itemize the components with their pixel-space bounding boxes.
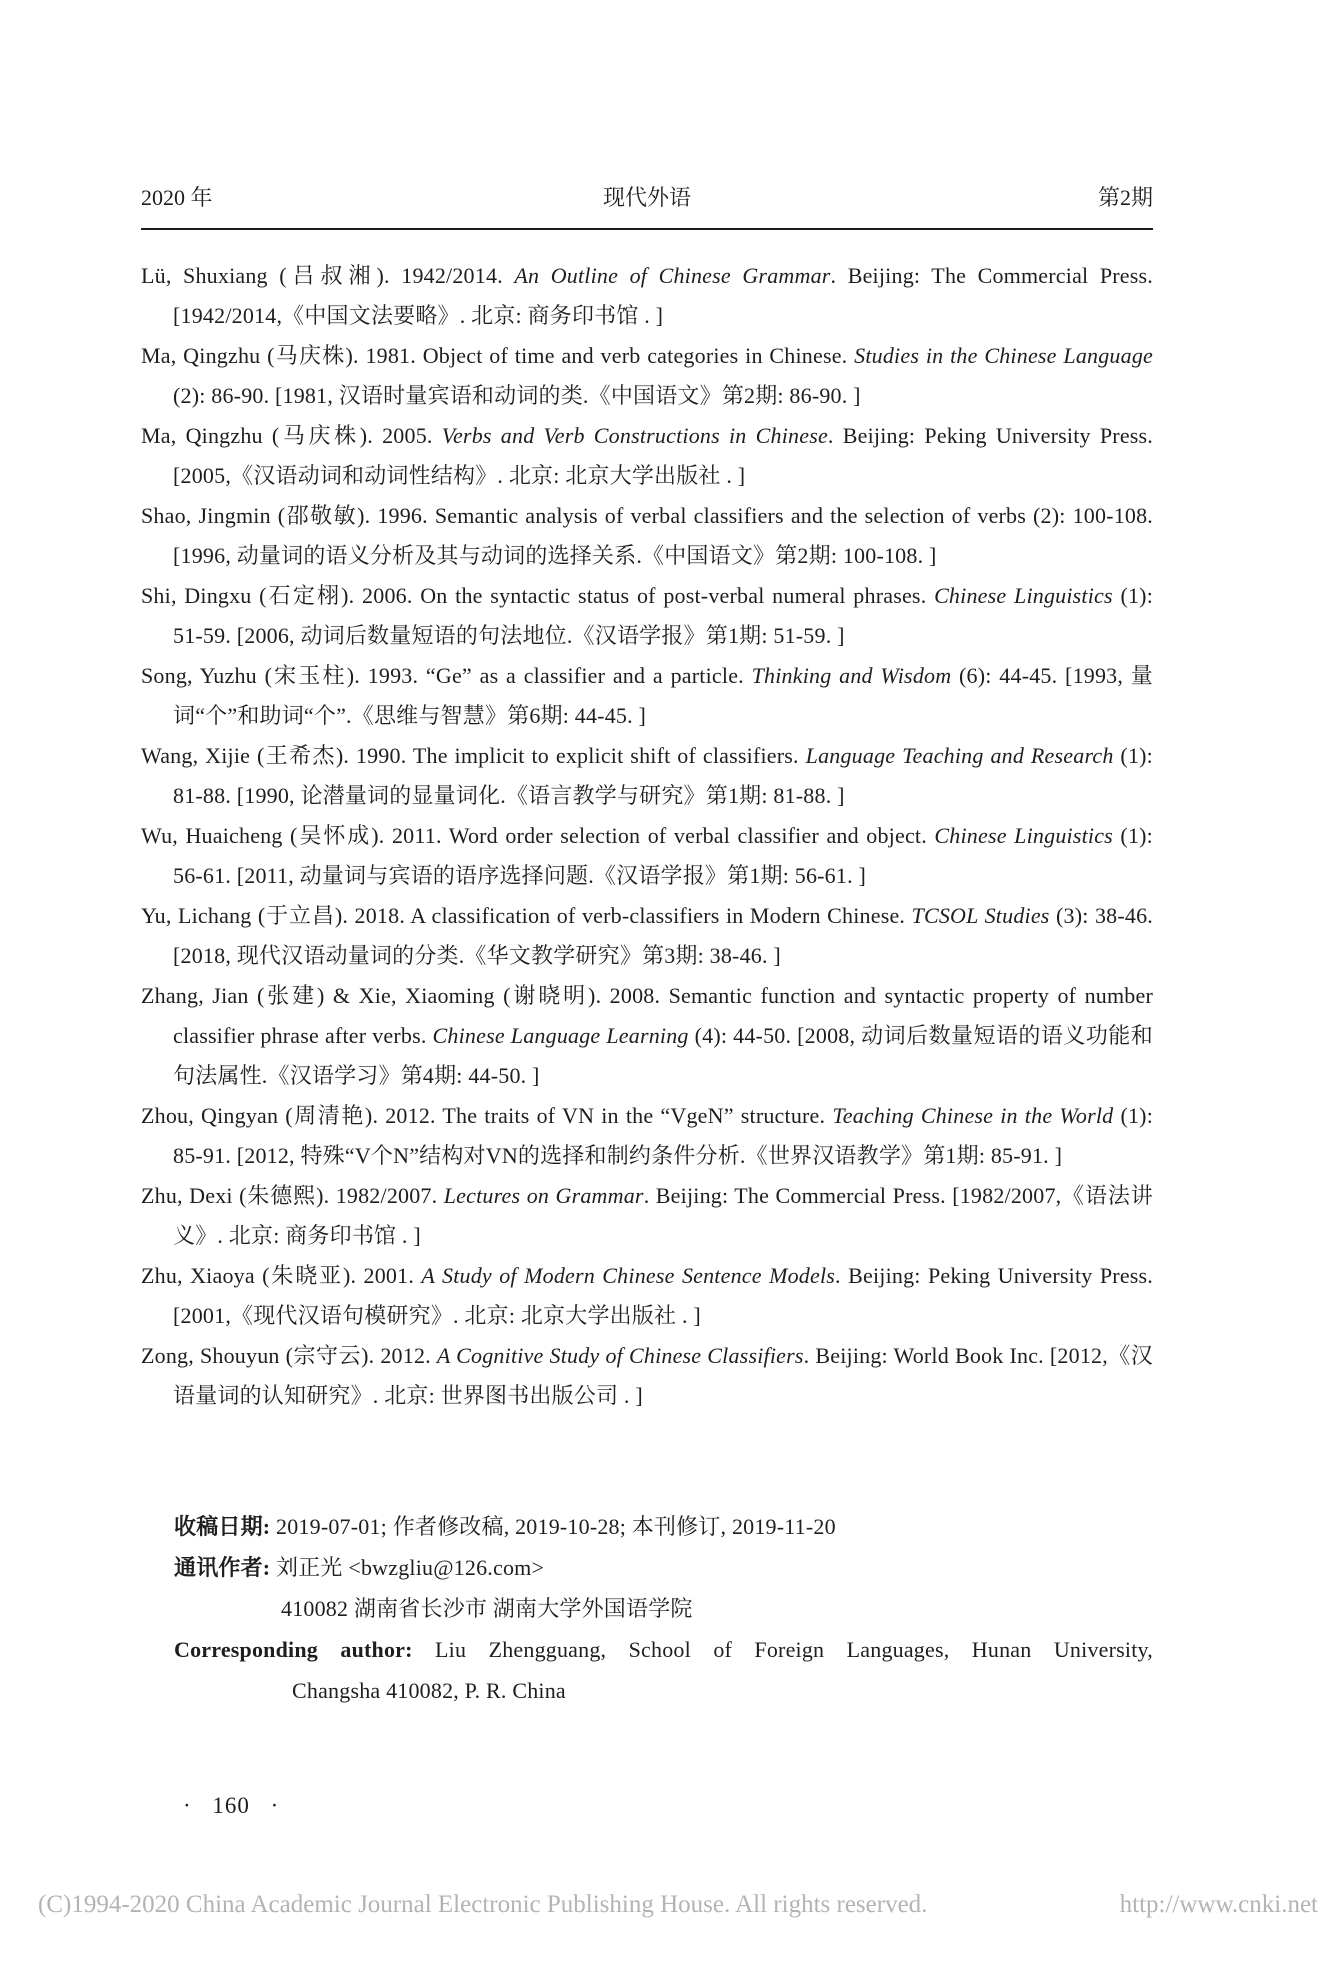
- reference-text: (3): 38-46. [2018, 现代汉语动量词的分类.《华文教学研究》第3期: 38-46. ]: [173, 903, 1153, 968]
- reference-text: Song, Yuzhu (宋玉柱). 1993. “Ge” as a classifier and a particle.: [141, 663, 752, 688]
- corresponding-author-en-label: Corresponding author:: [174, 1637, 436, 1662]
- reference-title-italic: Thinking and Wisdom: [751, 663, 952, 688]
- reference-title-italic: TCSOL Studies: [911, 903, 1050, 928]
- reference-title-italic: Chinese Language Learning: [432, 1023, 689, 1048]
- corresponding-author-zh-label: 通讯作者:: [174, 1555, 277, 1580]
- footer-copyright: (C)1994-2020 China Academic Journal Electronic Publishing House. All rights reserved.: [38, 1891, 928, 1918]
- reference-entry: [141, 656, 1153, 736]
- address-en-line: Changsha 410082, P. R. China: [292, 1678, 566, 1703]
- received-date-label: 收稿日期:: [174, 1514, 277, 1539]
- reference-text: Zong, Shouyun (宗守云). 2012.: [141, 1343, 437, 1368]
- reference-text: . Beijing: World Book Inc. [2012,《汉语量词的认知研究》. 北京: 世界图书出版公司 . ]: [173, 1343, 1153, 1408]
- reference-text: Shao, Jingmin (邵敬敏). 1996. Semantic analysis of verbal classifiers and the selection of verbs (2): 100-108. [1996, 动量词的语义分析及其与动词的选择关系.《中国语文》第2期: 100-108. ]: [141, 503, 1153, 568]
- reference-entry: [141, 896, 1153, 976]
- reference-title-italic: Chinese Linguistics: [934, 583, 1113, 608]
- reference-entry: [141, 816, 1153, 896]
- reference-text: . Beijing: The Commercial Press. [1942/2014,《中国文法要略》. 北京: 商务印书馆 . ]: [173, 263, 1153, 328]
- reference-text: Ma, Qingzhu (马庆株). 2005.: [141, 423, 442, 448]
- reference-title-italic: A Cognitive Study of Chinese Classifiers: [436, 1343, 804, 1368]
- footer-url: http://www.cnki.net: [1119, 1891, 1318, 1918]
- corresponding-author-zh-text: 刘正光 <bwzgliu@126.com>: [276, 1555, 545, 1580]
- reference-text: Lü, Shuxiang (吕叔湘). 1942/2014.: [141, 263, 515, 288]
- reference-text: . Beijing: The Commercial Press. [1982/2007,《语法讲义》. 北京: 商务印书馆 . ]: [173, 1183, 1153, 1248]
- reference-entry: [141, 976, 1153, 1096]
- reference-text: (1): 81-88. [1990, 论潜量词的显量词化.《语言教学与研究》第1期: 81-88. ]: [173, 743, 1153, 808]
- corresponding-author-zh-line: [174, 1547, 1153, 1588]
- reference-title-italic: Lectures on Grammar: [443, 1183, 644, 1208]
- corresponding-author-en-text: Liu Zhengguang, School of Foreign Languages, Hunan University,: [435, 1637, 1153, 1662]
- reference-text: . Beijing: Peking University Press. [2001,《现代汉语句模研究》. 北京: 北京大学出版社 . ]: [173, 1263, 1154, 1328]
- reference-text: (1): 85-91. [2012, 特殊“V个N”结构对VN的选择和制约条件分析.《世界汉语教学》第1期: 85-91. ]: [173, 1103, 1154, 1168]
- reference-title-italic: An Outline of Chinese Grammar: [514, 263, 831, 288]
- reference-text: (1): 56-61. [2011, 动量词与宾语的语序选择问题.《汉语学报》第1期: 56-61. ]: [173, 823, 1153, 888]
- received-date-text: 2019-07-01; 作者修改稿, 2019-10-28; 本刊修订, 2019-11-20: [276, 1514, 836, 1539]
- reference-text: (4): 44-50. [2008, 动词后数量短语的语义功能和句法属性.《汉语学习》第4期: 44-50. ]: [173, 1023, 1153, 1088]
- reference-entry: [141, 336, 1153, 416]
- reference-title-italic: Studies in the Chinese Language: [854, 343, 1153, 368]
- page-number: · 160 ·: [183, 1793, 280, 1818]
- reference-entry: [141, 736, 1153, 816]
- header-issue: 第2期: [1097, 185, 1153, 210]
- running-header: [141, 184, 1153, 212]
- reference-title-italic: A Study of Modern Chinese Sentence Models: [421, 1263, 836, 1288]
- address-zh-line: 410082 湖南省长沙市 湖南大学外国语学院: [281, 1596, 693, 1621]
- reference-entry: [141, 256, 1153, 336]
- notes-section: [174, 1506, 1153, 1711]
- reference-text: Zhu, Dexi (朱德熙). 1982/2007.: [141, 1183, 444, 1208]
- reference-text: . Beijing: Peking University Press. [2005,《汉语动词和动词性结构》. 北京: 北京大学出版社 . ]: [173, 423, 1154, 488]
- header-year: 2020 年: [141, 185, 213, 210]
- reference-entry: [141, 576, 1153, 656]
- reference-title-italic: Verbs and Verb Constructions in Chinese: [441, 423, 828, 448]
- reference-text: (1): 51-59. [2006, 动词后数量短语的句法地位.《汉语学报》第1期: 51-59. ]: [173, 583, 1154, 648]
- reference-entry: [141, 1096, 1153, 1176]
- reference-text: Zhou, Qingyan (周清艳). 2012. The traits of VN in the “VgeN” structure.: [141, 1103, 833, 1128]
- reference-entry: [141, 1336, 1153, 1416]
- reference-text: (6): 44-45. [1993, 量词“个”和助词“个”.《思维与智慧》第6期: 44-45. ]: [173, 663, 1153, 728]
- reference-entry: [141, 1176, 1153, 1256]
- reference-title-italic: Chinese Linguistics: [934, 823, 1113, 848]
- header-journal-title: 现代外语: [602, 185, 691, 210]
- corresponding-author-en-line: [174, 1629, 1153, 1670]
- reference-text: (2): 86-90. [1981, 汉语时量宾语和动词的类.《中国语文》第2期: 86-90. ]: [173, 383, 861, 408]
- reference-text: Wu, Huaicheng (吴怀成). 2011. Word order selection of verbal classifier and object.: [141, 823, 935, 848]
- footer-watermark: [38, 1891, 1318, 1919]
- reference-text: Yu, Lichang (于立昌). 2018. A classification of verb-classifiers in Modern Chinese.: [141, 903, 912, 928]
- reference-text: Ma, Qingzhu (马庆株). 1981. Object of time and verb categories in Chinese.: [141, 343, 855, 368]
- reference-text: Zhang, Jian (张建) & Xie, Xiaoming (谢晓明). 2008. Semantic function and syntactic property of number classifier phrase after verbs.: [141, 983, 1153, 1048]
- received-date-line: [174, 1506, 1153, 1547]
- reference-entry: [141, 416, 1153, 496]
- reference-title-italic: Language Teaching and Research: [805, 743, 1114, 768]
- reference-text: Wang, Xijie (王希杰). 1990. The implicit to explicit shift of classifiers.: [141, 743, 806, 768]
- reference-text: Zhu, Xiaoya (朱晓亚). 2001.: [141, 1263, 422, 1288]
- reference-title-italic: Teaching Chinese in the World: [832, 1103, 1114, 1128]
- reference-entry: [141, 1256, 1153, 1336]
- references-list: [141, 256, 1153, 1416]
- reference-entry: [141, 496, 1153, 576]
- header-rule: [141, 228, 1153, 230]
- reference-text: Shi, Dingxu (石定栩). 2006. On the syntactic status of post-verbal numeral phrases.: [141, 583, 935, 608]
